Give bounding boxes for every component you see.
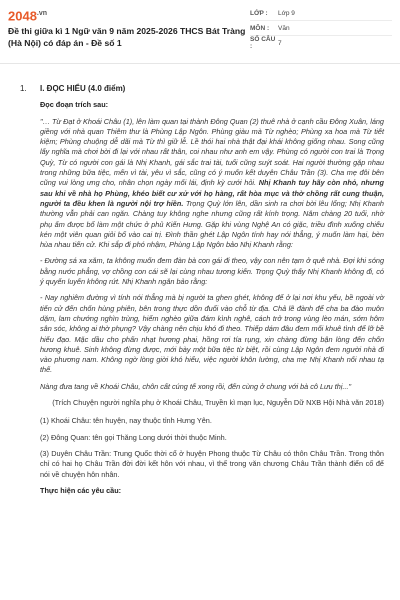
task-heading: Thực hiện các yêu cầu:: [40, 485, 122, 495]
meta-row-subject: [250, 21, 392, 36]
reading-heading: Đọc đoạn trích sau:: [40, 100, 109, 110]
logo-text: 2048: [8, 8, 37, 24]
meta-label: SỐ CÂU :: [250, 36, 276, 50]
meta-label: MÔN :: [250, 24, 270, 32]
section-title: [20, 84, 384, 94]
footnote: (1) Khoái Châu: tên huyện, nay thuộc tỉnh Hưng Yên.: [40, 416, 212, 426]
excerpt-text: "… Từ Đạt ở Khoái Châu (1), lên làm quan tại thành Đông Quan (2) thuê nhà ở cạnh cầu Đông Xuân, láng giềng với nhà quan Thiêm thư là Phùng Lập Ngôn. Phùng giàu mà Từ nghèo; Phùng xa hoa mà Từ tiết kiệm; Phùng chuộng dễ dãi mà Từ thì giữ lễ. Lề thói hai nhà thật đại khái không giống nhau. Song cũng lấy nghĩa mà chơi bời đi lại với nhau rất thân, coi nhau như anh em vậy. Phùng có người con trai là Trọng Quỳ, Từ có người con gái là Nhị Khanh, gái sắc trai tài, tuổi cũng suýt soát. Hai người thường gặp nhau trong những bữa tiệc, mến vì tài, yêu vì sắc, cũng có ý muốn kết duyên Châu Trần (3). Cha mẹ đôi bên cũng vui lòng ưng cho, nhân chọn ngày mối lái, định kỳ cưới hỏi.: [40, 116, 384, 188]
header-left: [8, 6, 248, 63]
meta-row-count: [250, 36, 392, 50]
exam-content: [0, 66, 400, 600]
exam-title: Đề thi giữa kì 1 Ngữ văn 9 năm 2025-2026 THCS Bát Tràng (Hà Nội) có đáp án - Đề số 1: [8, 26, 246, 48]
header: [0, 0, 400, 64]
section-number: 1.: [20, 84, 27, 93]
excerpt-text: Trọng Quỳ lớn lên, dần sinh ra chơi bời lêu lổng; Nhị Khanh thường vẫn phải can ngăn. Chàng tuy không nghe nhưng cũng rất kính trọng. Năm chàng 20 tuổi, nhờ phụ ấm được bổ làm một chức ở phủ Kiến Hưng. Gặp khi vùng Nghệ An có giặc, triều đình xuống chiếu kén một viên quan giỏi bổ vào cai trị. Đình thần ghét Lập Ngôn tính hay nói thẳng, ý muốn làm hại, bèn hùa nhau tiến cử. Khi sắp đi phó nhậm, Phùng Lập Ngôn bảo Nhị Khanh rằng:: [40, 198, 384, 250]
logo-suffix: .vn: [36, 10, 48, 17]
excerpt-paragraph: Nàng đưa tang về Khoái Châu, chôn cất cúng tế xong rồi, đến cùng ở chung với bà cô Lưu thị...": [40, 381, 352, 391]
section-heading: I. ĐỌC HIỂU (4.0 điểm): [40, 84, 126, 93]
exam-meta: [250, 6, 392, 50]
meta-label: LỚP :: [250, 9, 268, 17]
excerpt-source: (Trích Chuyện người nghĩa phụ ở Khoái Châu, Truyền kì mạn lục, Nguyễn Dữ NXB Hội Nhà văn 2018): [52, 398, 384, 408]
excerpt-paragraph: - Đường sá xa xăm, ta không muốn đem đàn bà con gái đi theo, vậy con nên tạm ở quê nhà. Đợi khi sóng bằng nước phẳng, vợ chồng con cái sẽ lại cùng nhau tương kiến. Trọng Quỳ thấy Nhị Khanh không đi, có ý quyến luyến không rứt. Nhị Khanh ngăn bảo rằng:: [40, 256, 384, 287]
meta-value: Văn: [278, 24, 290, 32]
excerpt-highlight: Nhị Khanh tuy hãy còn nhỏ, nhưng sau khi về nhà họ Phùng, khéo biết cư xử với họ hàng, rất hòa mục và thờ chồng rất cung thuận, người ta đều khen là người nội trợ hiền.: [40, 178, 385, 208]
meta-row-class: [250, 6, 392, 21]
meta-value: 7: [278, 39, 282, 47]
excerpt-paragraph: [40, 117, 384, 251]
footnote: (2) Đông Quan: tên gọi Thăng Long dưới thời thuộc Minh.: [40, 432, 227, 442]
meta-value: Lớp 9: [278, 9, 295, 17]
site-logo[interactable]: [8, 6, 248, 24]
section-body: [20, 100, 384, 496]
excerpt-paragraph: - Nay nghiêm đường vì tính nói thẳng mà bị người ta ghen ghét, không để ở lại nơi khu yếu, bề ngoài vờ tiến cử đến chốn hùng phiên, bên trong thực dồn đuổi vào chỗ từ địa. Chả lẽ đành để cha ba đào muôn dặm, lam chướng nghìn trùng, hiểm nghèo giữa đám kình nghê, cách trở trong vùng lèo mán, sớm hôm sân sóc, không ai thờ phụng? Vậy chàng nên chịu khó đi theo. Thiếp dám đâu đem mối khuê tình để lỡ bề hiếu đạo. Mặc dầu cho phấn nhạt hương phai, hồng rơi tía rụng, xin chàng đừng bận lòng đến chốn hương khuê. Sinh không đừng được, mới bày một bữa tiệc từ biệt, rồi cùng Lập Ngôn đem người nhà đi vào phương nam. Không ngờ lòng giời khó hiểu, việc người khôn lường, cha mẹ Nhị Khanh nối nhau tạ thế.: [40, 293, 384, 375]
footnote: (3) Duyên Châu Trần: Trung Quốc thời cổ ở huyện Phong thuộc Từ Châu có thôn Châu Trần. Trong thôn chỉ có hai họ Châu Trần đời đời kết hôn với nhau, vì thế trong văn chương Châu Trần thành điển cố để nói về chuyện hôn nhân.: [40, 448, 384, 479]
